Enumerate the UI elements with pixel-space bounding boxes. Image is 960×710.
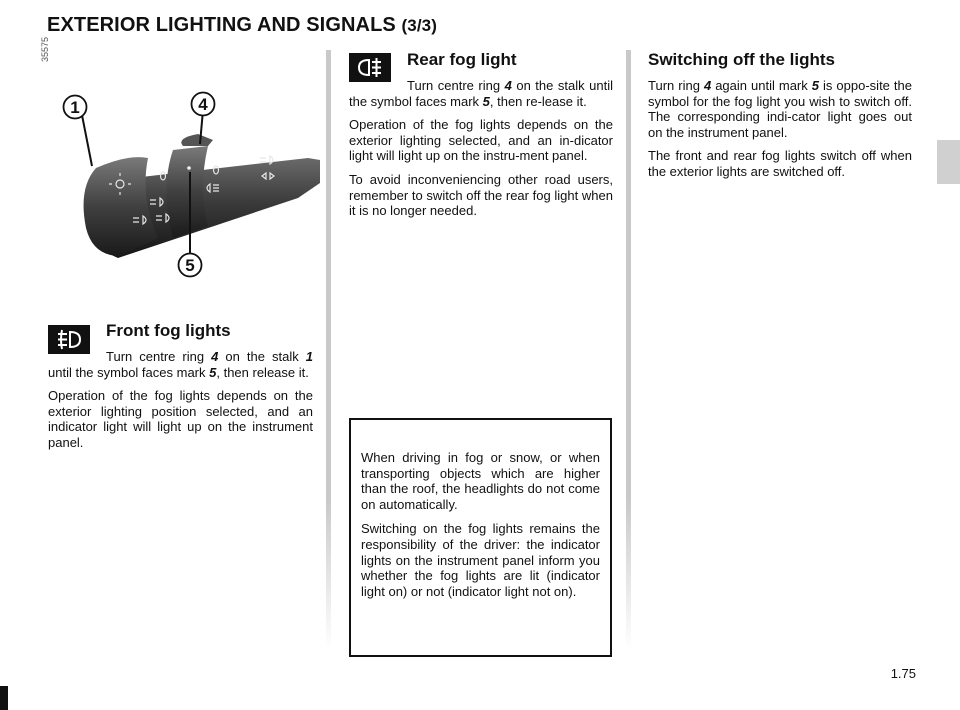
page-number: 1.75 — [890, 666, 916, 681]
front-fog-operation: Operation of the fog lights depends on the exterior lighting position selected, and an indicator light will light up on the instrument panel. — [48, 388, 313, 450]
rear-fog-section — [349, 50, 613, 227]
front-fog-section — [48, 321, 313, 459]
rear-fog-operation: Operation of the fog lights depends on the exterior lighting selected, and an in-dicator light will light up on the instru-ment panel. — [349, 117, 613, 164]
title-text: EXTERIOR LIGHTING AND SIGNALS — [47, 14, 396, 36]
column-divider-right — [626, 50, 631, 650]
corner-mark — [0, 686, 8, 710]
notice-auto-headlights: When driving in fog or snow, or when transporting objects which are higher than the roof, the headlights do not come on automatically. — [361, 450, 600, 512]
rear-fog-courtesy: To avoid inconveniencing other road users, remember to switch off the rear fog light when it is no longer needed. — [349, 171, 613, 219]
switch-off-heading: Switching off the lights — [648, 50, 835, 69]
rear-fog-heading: Rear fog light — [407, 50, 517, 69]
page-title — [47, 14, 437, 37]
title-part-indicator: (3/3) — [401, 16, 437, 35]
rear-fog-instruction: Turn centre ring 4 on the stalk until the symbol faces mark 5, then re-lease it. — [349, 78, 613, 109]
callout-1: 1 — [70, 98, 80, 117]
callout-5: 5 — [185, 256, 195, 275]
front-fog-heading: Front fog lights — [106, 321, 231, 340]
column-divider-left — [326, 50, 331, 650]
chapter-tab — [937, 140, 960, 184]
switch-off-instruction: Turn ring 4 again until mark 5 is oppo-site the symbol for the fog light you wish to switch off. The corresponding indi-cator light goes out on the instrument panel. — [648, 78, 912, 140]
front-fog-instruction: Turn centre ring 4 on the stalk 1 until the symbol faces mark 5, then release it. — [48, 349, 313, 380]
callout-4: 4 — [198, 95, 208, 114]
fog-notice-box — [349, 418, 612, 657]
switch-off-section — [648, 50, 912, 188]
switch-off-auto: The front and rear fog lights switch off when the exterior lights are switched off. — [648, 148, 912, 179]
lighting-stalk-illustration — [48, 88, 320, 288]
figure-reference-code: 35575 — [40, 36, 50, 62]
notice-driver-responsibility: Switching on the fog lights remains the responsibility of the driver: the indicator lights on the instrument panel inform you whether the fog lights are lit (indicator light on) or not (indicator light not on). — [361, 521, 600, 599]
